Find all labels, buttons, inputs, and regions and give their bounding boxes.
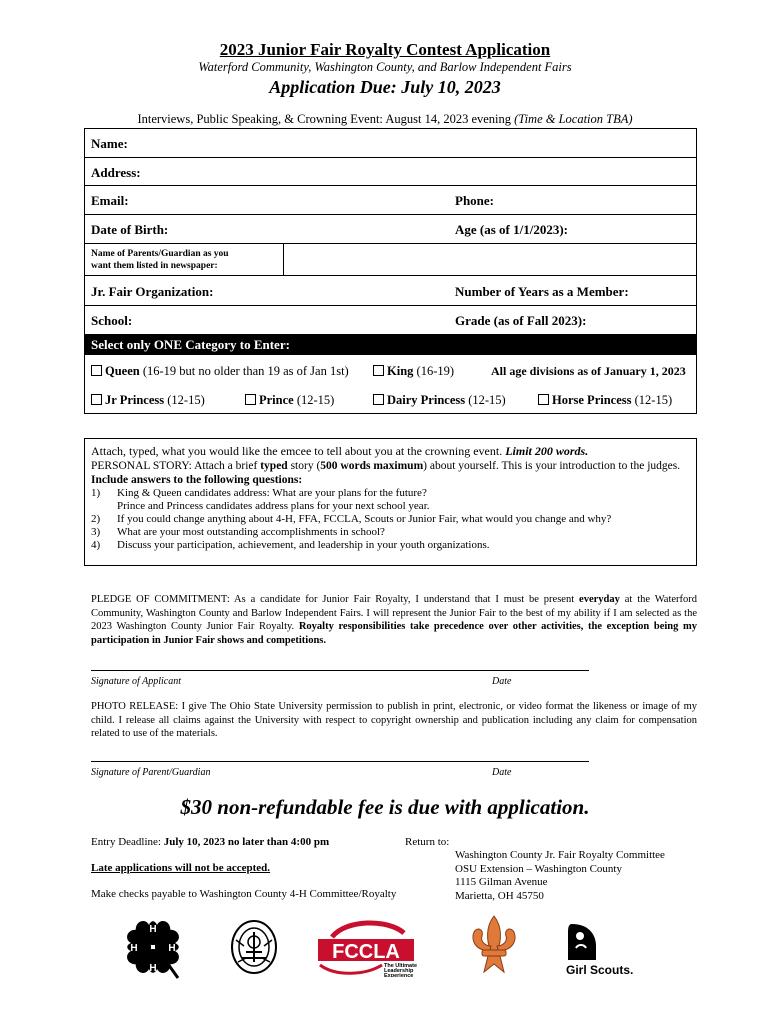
application-form — [84, 128, 697, 414]
horse-princess-note: (12-15) — [634, 393, 673, 407]
question-text: Discuss your participation, achievement, and leadership in your youth organizations. — [117, 539, 490, 551]
fccla-tagline: The Ultimate — [384, 963, 418, 969]
question-item — [91, 526, 691, 539]
page-subtitle: Waterford Community, Washington County, and Barlow Independent Fairs — [198, 60, 572, 74]
name-label: Name: — [91, 136, 128, 151]
prince-note: (12-15) — [296, 393, 335, 407]
question-text: If you could change anything about 4-H, FFA, FCCLA, Scouts or Junior Fair, what would you change and why? — [117, 513, 612, 525]
prince-label: Prince — [259, 393, 294, 407]
late-notice: Late applications will not be accepted. — [91, 862, 271, 874]
scouts-fleur-de-lis-icon — [464, 912, 524, 980]
interview-text: Interviews, Public Speaking, & Crowning Event: August 14, 2023 evening — [137, 112, 512, 126]
girl-scouts-wordmark: Girl Scouts. — [566, 963, 634, 977]
dairy-princess-checkbox[interactable] — [373, 394, 384, 405]
applicant-date-label: Date — [492, 676, 512, 687]
deadline-label: Entry Deadline: — [91, 836, 161, 848]
category-header-text: Select only ONE Category to Enter: — [91, 337, 290, 352]
question-text: What are your most outstanding accomplishments in school? — [117, 526, 385, 538]
category-horse-princess[interactable] — [538, 393, 672, 408]
category-options — [85, 355, 696, 413]
entry-deadline — [91, 836, 329, 848]
personal-text-e: ) about yourself. This is your introduction to the — [423, 460, 645, 472]
pledge-of-commitment — [91, 593, 697, 647]
queen-note: (16-19 but no older than 19 as of Jan 1st) — [142, 364, 349, 378]
parents-label-line2: want them listed in newspaper: — [91, 261, 218, 271]
personal-text-a: PERSONAL STORY: Attach a brief — [91, 460, 258, 472]
question-item — [91, 513, 691, 526]
jr-princess-label: Jr Princess — [105, 393, 165, 407]
fccla-tagline: Leadership — [384, 968, 414, 974]
category-dairy-princess[interactable] — [373, 393, 506, 408]
question-number: 3) — [91, 526, 101, 538]
horse-princess-checkbox[interactable] — [538, 394, 549, 405]
applicant-signature-line[interactable] — [91, 670, 589, 671]
personal-text-g: Include answers to the following questions: — [91, 474, 303, 486]
personal-story — [91, 459, 691, 487]
girl-scouts-trefoil-icon — [566, 922, 628, 960]
name-row[interactable] — [85, 129, 696, 158]
organization-label: Jr. Fair Organization: — [91, 284, 214, 299]
question-number: 1) — [91, 487, 101, 499]
question-item — [91, 500, 691, 513]
return-address — [455, 849, 665, 903]
king-checkbox[interactable] — [373, 365, 384, 376]
address-line: Washington County Jr. Fair Royalty Committee — [455, 849, 665, 861]
emcee-text: Attach, typed, what you would like the emcee to tell about you at the crowning event. — [91, 444, 503, 458]
age-division-note: All age divisions as of January 1, 2023 — [491, 364, 686, 378]
address-row[interactable] — [85, 158, 696, 186]
pledge-text-a: PLEDGE OF COMMITMENT: As a candidate for Junior Fair Royalty, I understand that I must be present — [91, 594, 575, 605]
school-row[interactable] — [85, 306, 696, 335]
pledge-text-c: at the Waterford Community, Washington County and Barlow Independent Fairs. I will represent the Junior Fair to the best of my ability if I am selected as the 2023 Washington County Junior Fair Royalty. — [91, 594, 698, 632]
address-label: Address: — [91, 165, 141, 180]
parent-signature-label: Signature of Parent/Guardian — [91, 767, 211, 778]
category-prince[interactable] — [245, 393, 334, 408]
organization-row[interactable] — [85, 276, 696, 306]
pledge-text-d: Royalty responsibilities take precedence over other activities, the exception being my participation in Junior Fair shows and competitions. — [91, 621, 698, 646]
parents-row — [85, 244, 696, 276]
category-king[interactable] — [373, 364, 454, 379]
question-number: 2) — [91, 513, 101, 525]
dairy-princess-note: (12-15) — [468, 393, 506, 407]
queen-checkbox[interactable] — [91, 365, 102, 376]
ffa-emblem-icon — [228, 918, 280, 976]
photo-release: PHOTO RELEASE: I give The Ohio State University permission to publish in print, electronic, or video format the likeness or image of my child. I release all claims against the University with respect to copyright ownership and publication including any claim for compensation related to use of the materials. — [91, 701, 697, 739]
fccla-logo — [316, 915, 418, 977]
king-label: King — [387, 364, 414, 378]
question-text: Prince and Princess candidates address plans for your next school year. — [117, 500, 430, 512]
four-h-clover-icon — [118, 912, 188, 982]
category-jr-princess[interactable] — [91, 393, 205, 408]
parent-signature-line[interactable] — [91, 761, 589, 762]
jr-princess-note: (12-15) — [167, 393, 205, 407]
personal-text-c: story ( — [290, 460, 321, 472]
parents-label-line1: Name of Parents/Guardian as you — [91, 249, 229, 259]
jr-princess-checkbox[interactable] — [91, 394, 102, 405]
age-label: Age (as of 1/1/2023): — [455, 222, 569, 237]
question-text: King & Queen candidates address: What are your plans for the future? — [117, 487, 427, 499]
pledge-text-b: everyday — [579, 594, 620, 605]
svg-text:H: H — [130, 943, 138, 954]
personal-text-f: judges. — [647, 460, 681, 472]
grade-label: Grade (as of Fall 2023): — [455, 313, 587, 328]
svg-text:H: H — [149, 924, 157, 935]
svg-text:H: H — [149, 963, 157, 974]
email-label: Email: — [91, 193, 129, 208]
deadline-value: July 10, 2023 no later than 4:00 pm — [163, 836, 330, 848]
parent-date-label: Date — [492, 767, 512, 778]
question-item — [91, 539, 691, 552]
question-item — [91, 487, 691, 500]
personal-text-d: 500 words maximum — [320, 460, 424, 472]
email-phone-row[interactable] — [85, 186, 696, 215]
parents-label — [91, 248, 229, 272]
dob-label: Date of Birth: — [91, 222, 169, 237]
fccla-wordmark: FCCLA — [332, 941, 400, 963]
prince-checkbox[interactable] — [245, 394, 256, 405]
fccla-tagline: Experience — [384, 973, 414, 977]
king-note: (16-19) — [416, 364, 455, 378]
address-line: OSU Extension – Washington County — [455, 862, 622, 875]
page-title: 2023 Junior Fair Royalty Contest Application — [219, 40, 551, 59]
personal-text-b: typed — [260, 460, 288, 472]
emcee-instruction — [91, 444, 691, 459]
svg-text:H: H — [168, 943, 176, 954]
due-date: Application Due: July 10, 2023 — [269, 77, 501, 97]
phone-label: Phone: — [455, 193, 494, 208]
word-limit: Limit 200 words. — [505, 444, 589, 458]
queen-label: Queen — [105, 364, 140, 378]
school-label: School: — [91, 313, 133, 328]
return-to-label: Return to: — [405, 836, 450, 848]
dairy-princess-label: Dairy Princess — [387, 393, 466, 407]
dob-age-row[interactable] — [85, 215, 696, 244]
years-label: Number of Years as a Member: — [455, 284, 629, 299]
address-line: Marietta, OH 45750 — [455, 889, 544, 902]
interview-note: (Time & Location TBA) — [514, 112, 633, 126]
interview-info — [0, 112, 770, 127]
address-line: 1115 Gilman Avenue — [455, 876, 548, 888]
applicant-signature-label: Signature of Applicant — [91, 676, 181, 687]
horse-princess-label: Horse Princess — [552, 393, 632, 407]
fee-notice: $30 non-refundable fee is due with application. — [180, 795, 590, 819]
story-instructions — [84, 438, 697, 566]
checks-payable: Make checks payable to Washington County 4-H Committee/Royalty — [91, 888, 397, 900]
parents-field[interactable] — [283, 244, 697, 275]
category-queen[interactable] — [91, 364, 349, 379]
question-list — [91, 487, 691, 552]
category-header — [85, 335, 696, 355]
question-number: 4) — [91, 539, 101, 551]
